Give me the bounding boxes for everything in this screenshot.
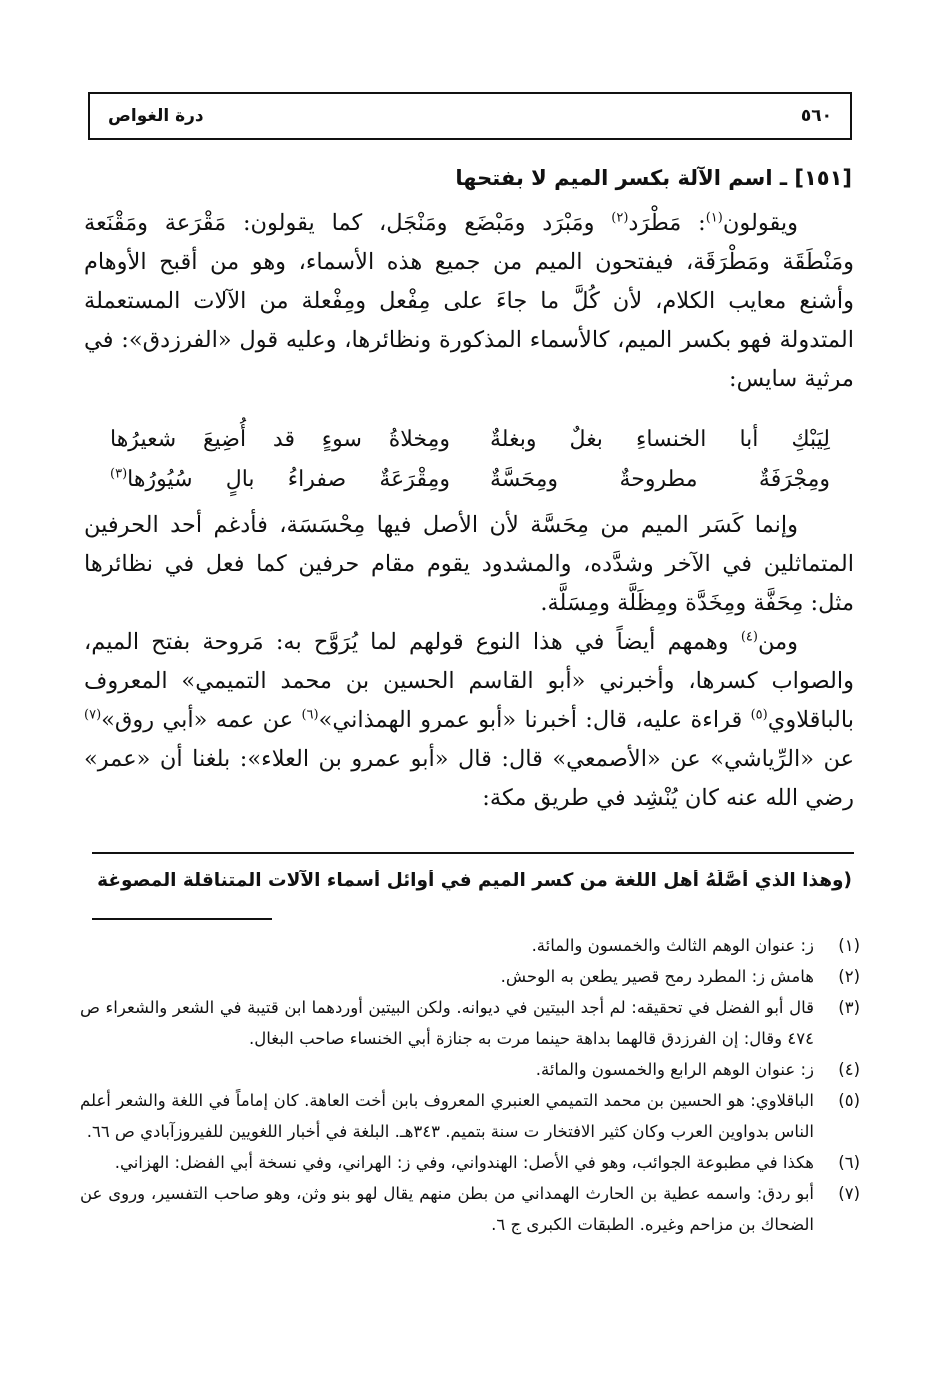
footnote-ref-2: (٢): [611, 210, 629, 226]
para1-text-2: : مَطْرَد: [628, 210, 706, 236]
footnote-number: (٦): [838, 1153, 860, 1172]
footnote-text: أبو ردق: واسمه عطية بن الحارث الهمداني من بطن منهم يقال لهو بنو وثن، وهو صاحب التفسير، وروى عن الضحاك بن مزاحم وغيره. الطبقات الكبرى ج ٦.: [80, 1184, 814, 1234]
footnote: [80, 1085, 860, 1147]
footnote-separator: [92, 918, 272, 920]
footnote: [80, 1178, 860, 1240]
paragraphs-2-3: [84, 506, 854, 818]
footnote-text: الباقلاوي: هو الحسين بن محمد التميمي العنبري المعروف بابن أخت العاهة. كان إماماً في اللغة والشعر أعلم الناس بدواوين العرب وكان كثير الافتخار ت سنة بتميم. ٣٤٣هـ. البلغة في أخبار اللغويين للفيروزآبادي ص ٦٦.: [80, 1091, 814, 1141]
section-title: [١٥١] ـ اسم الآلة بكسر الميم لا بفتحها: [455, 166, 852, 190]
footnote: [80, 930, 860, 961]
footnote-ref-7: (٧): [84, 707, 102, 723]
footnote-text: هامش ز: المطرد رمح قصير يطعن به الوحش.: [500, 967, 814, 986]
verse-1-second-hemistich: ومِخلاةُ سوءٍ قد أُضِيعَ شعيرُها: [110, 427, 450, 452]
para1-text-1: ويقولون: [722, 210, 798, 236]
para3-text-1: ومن: [757, 629, 798, 655]
footnote: [80, 992, 860, 1054]
footnote-number: (١): [838, 936, 860, 955]
para3-text-2: وهمهم أيضاً في هذا النوع قولهم لما يُرَوَّح به: مَروحة بفتح الميم، والصواب كسرها، وأخبرني «أبو القاسم الحسين بن محمد التميمي» المعروف بالباقلاوي: [84, 629, 854, 733]
verse-1-first-hemistich: لِيَبْكِ أبا الخنساءِ بغلٌ وبغلةٌ: [490, 427, 830, 452]
page-number: ٥٦٠: [800, 106, 832, 126]
footnote-ref-1: (١): [705, 210, 723, 226]
verse-2-first-hemistich: ومِجْرَفَةٌ مطروحةٌ ومِحَسَّةٌ: [490, 467, 830, 492]
footnote-number: (٢): [838, 967, 860, 986]
para3-text-3: قراءة عليه، قال: أخبرنا «أبو عمرو الهمذاني»: [318, 707, 751, 733]
footnotes: [80, 930, 860, 1240]
poem: [110, 420, 830, 500]
footnote-ref-6: (٦): [301, 707, 319, 723]
paragraph-1: [84, 204, 854, 399]
footnote: [80, 961, 860, 992]
para1-text-3: ومَبْرَد ومَبْضَع ومَنْجَل، كما يقولون: مَقْرَعة ومَقْنَعة ومَنْطَقَة ومَطْرَقَة، فيفتحون الميم من جميع هذه الأسماء، وهو من أقبح الأوهام وأشنع معايب الكلام، لأن كُلَّ ما جاءَ على مِفْعل ومِفْعلة من الآلات المستعملة المتدولة فهو بكسر الميم، كالأسماء المذكورة ونظائرها، وعليه قول «الفرزدق»: في مرثية سايس:: [84, 210, 854, 392]
footnote-ref-3: (٣): [110, 466, 128, 482]
footnote-text: ز: عنوان الوهم الثالث والخمسون والمائة.: [531, 936, 814, 955]
footnote-ref-5: (٥): [750, 707, 768, 723]
footnote-text: قال أبو الفضل في تحقيقه: لم أجد البيتين في ديوانه. ولكن البيتين أوردهما ابن قتيبة في الشعر والشعراء ص ٤٧٤ وقال: إن الفرزدق قالهما بداهة حينما مرت به جنازة أبي الخنساء صاحب البغال.: [80, 998, 814, 1048]
verse-2-second-text: ومِقْرَعَةٌ صفراءُ بالٍ سُيُورُها: [127, 467, 450, 492]
footnote-text: ز: عنوان الوهم الرابع والخمسون والمائة.: [535, 1060, 814, 1079]
continuation-line: (وهذا الذي أَصَّلَهُ أهل اللغة من كسر الميم في أوائل أسماء الآلات المتناقلة المصوغة: [97, 870, 852, 891]
footnote-ref-4: (٤): [740, 629, 758, 645]
verse-2-second-hemistich: [110, 460, 450, 500]
book-title: درة الغواص: [108, 106, 204, 126]
para3-text-4: عن عمه «أبي روق»: [101, 707, 302, 733]
paragraph-3: [84, 623, 854, 818]
running-header: [88, 92, 852, 140]
verse-2: [110, 460, 830, 500]
footnote: [80, 1147, 860, 1178]
paragraph-2: وإنما كَسَر الميم من مِحَسَّة لأن الأصل فيها مِحْسَسَة، فأدغم أحد الحرفين المتماثلين في الآخر وشدَّده، والمشدود يقوم مقام حرفين كما فعل في نظائرها مثل: مِحَفَّة ومِخَدَّة ومِظَلَّة ومِسَلَّة.: [84, 512, 854, 616]
verse-1: [110, 420, 830, 460]
footnote-number: (٧): [838, 1184, 860, 1203]
footnote: [80, 1054, 860, 1085]
horizontal-rule: [92, 852, 854, 854]
para3-text-5: عن «الرِّياشي» عن «الأصمعي» قال: قال «أبو عمرو بن العلاء»: بلغنا أن «عمر» رضي الله عنه كان يُنْشِد في طريق مكة:: [84, 746, 854, 811]
footnote-number: (٥): [838, 1091, 860, 1110]
footnote-number: (٣): [838, 998, 860, 1017]
footnote-number: (٤): [838, 1060, 860, 1079]
footnote-text: هكذا في مطبوعة الجوائب، وهو في الأصل: الهندواني، وفي ز: الهراني، وفي نسخة أبي الفضل: الهزاني.: [114, 1153, 814, 1172]
